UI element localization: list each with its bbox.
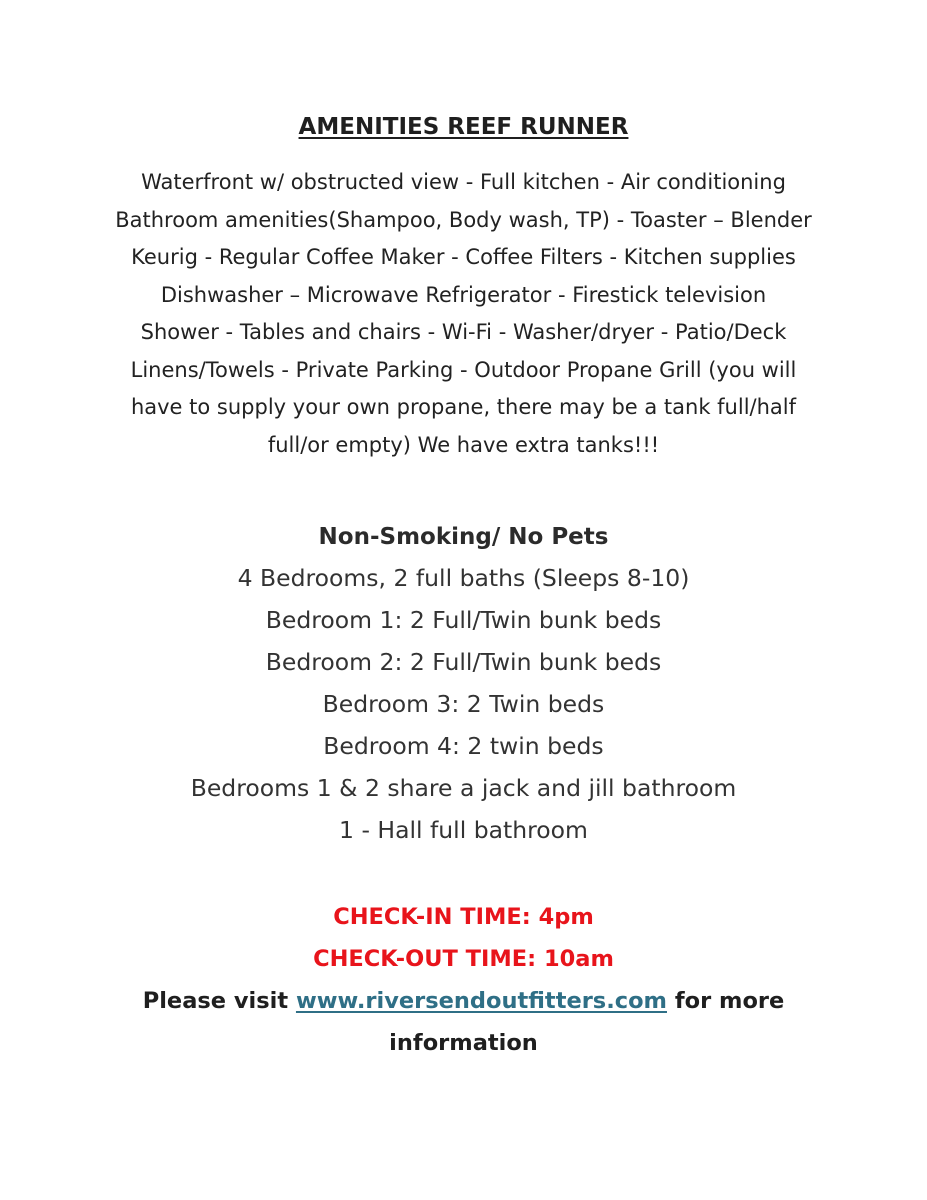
amenities-line: have to supply your own propane, there may be a tank full/half: [130, 395, 797, 419]
rules-line: 4 Bedrooms, 2 full baths (Sleeps 8-10): [237, 564, 690, 592]
amenities-list: [0, 164, 927, 464]
house-rules-section: [0, 517, 927, 851]
rules-line: Bedroom 3: 2 Twin beds: [322, 690, 605, 718]
rules-line: 1 - Hall full bathroom: [339, 816, 588, 844]
amenities-line: Bathroom amenities(Shampoo, Body wash, TP) - Toaster – Blender: [115, 207, 812, 232]
rules-line: Bedroom 4: 2 twin beds: [323, 732, 604, 760]
check-in-time: CHECK-IN TIME: 4pm: [333, 904, 594, 930]
check-times-section: [0, 896, 927, 1064]
rules-line: Bedrooms 1 & 2 share a jack and jill bathroom: [190, 774, 737, 802]
amenities-line: Keurig - Regular Coffee Maker - Coffee Filters - Kitchen supplies: [131, 245, 796, 269]
amenities-line: full/or empty) We have extra tanks!!!: [267, 432, 660, 457]
website-link[interactable]: www.riversendoutfitters.com: [295, 988, 667, 1014]
amenities-line: Waterfront w/ obstructed view - Full kitchen - Air conditioning: [141, 170, 786, 194]
rules-heading: Non-Smoking/ No Pets: [318, 524, 609, 550]
page-title: AMENITIES REEF RUNNER: [298, 114, 629, 140]
rules-line: Bedroom 2: 2 Full/Twin bunk beds: [265, 648, 662, 676]
visit-prefix: Please visit: [142, 988, 296, 1014]
check-out-time: CHECK-OUT TIME: 10am: [313, 946, 614, 972]
visit-suffix: for more: [666, 988, 785, 1014]
visit-website-line: [0, 980, 927, 1022]
amenities-line: Linens/Towels - Private Parking - Outdoor Propane Grill (you will: [130, 357, 797, 382]
rules-line: Bedroom 1: 2 Full/Twin bunk beds: [265, 606, 662, 634]
amenities-line: Dishwasher – Microwave Refrigerator - Firestick television: [160, 282, 767, 307]
amenities-line: Shower - Tables and chairs - Wi-Fi - Washer/dryer - Patio/Deck: [140, 320, 787, 344]
visit-website-line-2: information: [389, 1030, 538, 1056]
